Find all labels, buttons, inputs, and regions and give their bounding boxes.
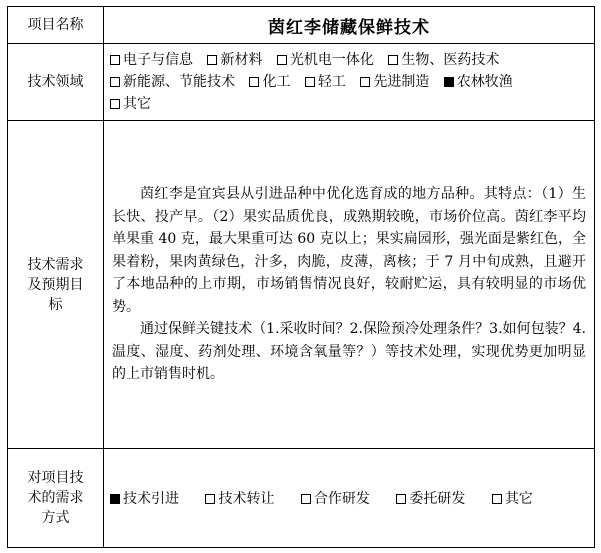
- cooperation-option-introduction[interactable]: [110, 488, 179, 508]
- needs-paragraph: 通过保鲜关键技术（1.采收时间？2.保险预冷处理条件？3.如何包装？4.温度、湿度、药剂处理、环境含氧量等？）等技术处理，实现优势更加明显的上市销售时机。: [112, 321, 586, 383]
- cooperation-options: [104, 449, 595, 548]
- domain-option-advanced-manufacturing[interactable]: [360, 71, 429, 93]
- tech-domain-row: [8, 44, 595, 121]
- domain-option-agriculture[interactable]: [444, 71, 513, 93]
- checkbox-icon[interactable]: [360, 77, 370, 87]
- cooperation-option-label: 其它: [504, 491, 533, 507]
- domain-option-new-energy[interactable]: [110, 71, 235, 93]
- checkbox-icon[interactable]: [388, 55, 398, 65]
- cooperation-option-label: 合作研发: [313, 491, 370, 507]
- domain-option-label: 新能源、节能技术: [123, 74, 235, 90]
- cooperation-option-label: 委托研发: [409, 491, 466, 507]
- checkbox-icon[interactable]: [396, 494, 406, 504]
- cooperation-option-label: 技术引进: [123, 491, 179, 507]
- domain-option-biomedical[interactable]: [388, 49, 499, 71]
- project-name-label: 项目名称: [8, 7, 104, 44]
- domain-option-label: 化工: [262, 74, 291, 90]
- tech-domain-options: [104, 44, 595, 121]
- checkbox-icon[interactable]: [205, 494, 215, 504]
- checkbox-icon[interactable]: [301, 494, 311, 504]
- needs-label: 技术需求及预期目标: [8, 121, 104, 449]
- checkbox-checked-icon[interactable]: [110, 494, 120, 504]
- checkbox-icon[interactable]: [110, 55, 120, 65]
- checkbox-icon[interactable]: [277, 55, 287, 65]
- domain-option-label: 先进制造: [373, 74, 430, 90]
- project-form-table: [7, 6, 595, 548]
- cooperation-row: [8, 449, 595, 548]
- checkbox-icon[interactable]: [110, 77, 120, 87]
- needs-paragraph: 茵红李是宜宾县从引进品种中优化选育成的地方品种。其特点：（1）生长快、投产早。（2）果实品质优良，成熟期较晚，市场价位高。茵红李平均单果重 40 克，最大果重可达 60 克以上；果实扁园形，强光面是紫红色，全果着粉，果肉黄绿色，汁多，肉脆，皮薄，离核；于 7 月中旬成熟，且避开了本地品种的上市期，市场销售情况良好，较耐贮运，具有较明显的市场优势。: [112, 186, 586, 315]
- checkbox-icon[interactable]: [249, 77, 259, 87]
- domain-option-label: 光机电一体化: [289, 52, 374, 68]
- cooperation-label: 对项目技术的需求方式: [8, 449, 104, 548]
- project-name-value: 茵红李储藏保鲜技术: [104, 7, 595, 44]
- domain-option-label: 新材料: [220, 52, 263, 68]
- checkbox-icon[interactable]: [110, 99, 120, 109]
- domain-option-optomechatronics[interactable]: [277, 49, 374, 71]
- domain-option-label: 轻工: [317, 74, 346, 90]
- domain-option-label: 电子与信息: [123, 52, 193, 68]
- domain-option-light-industry[interactable]: [305, 71, 346, 93]
- domain-option-other[interactable]: [110, 93, 151, 115]
- project-name-row: [8, 7, 595, 44]
- needs-row: [8, 121, 595, 449]
- domain-option-label: 生物、医药技术: [401, 52, 500, 68]
- needs-content: [104, 121, 595, 449]
- domain-option-label: 农林牧渔: [456, 74, 513, 90]
- cooperation-option-other[interactable]: [492, 488, 533, 508]
- checkbox-icon[interactable]: [305, 77, 315, 87]
- cooperation-option-commissioned-rd[interactable]: [396, 488, 465, 508]
- checkbox-icon[interactable]: [492, 494, 502, 504]
- tech-domain-label: 技术领域: [8, 44, 104, 121]
- cooperation-option-joint-rd[interactable]: [301, 488, 370, 508]
- domain-option-new-materials[interactable]: [207, 49, 262, 71]
- domain-option-label: 其它: [123, 96, 151, 112]
- checkbox-checked-icon[interactable]: [444, 77, 454, 87]
- cooperation-option-label: 技术转让: [218, 491, 275, 507]
- checkbox-icon[interactable]: [207, 55, 217, 65]
- domain-option-electronics[interactable]: [110, 49, 193, 71]
- domain-option-chemical[interactable]: [249, 71, 290, 93]
- cooperation-option-transfer[interactable]: [205, 488, 274, 508]
